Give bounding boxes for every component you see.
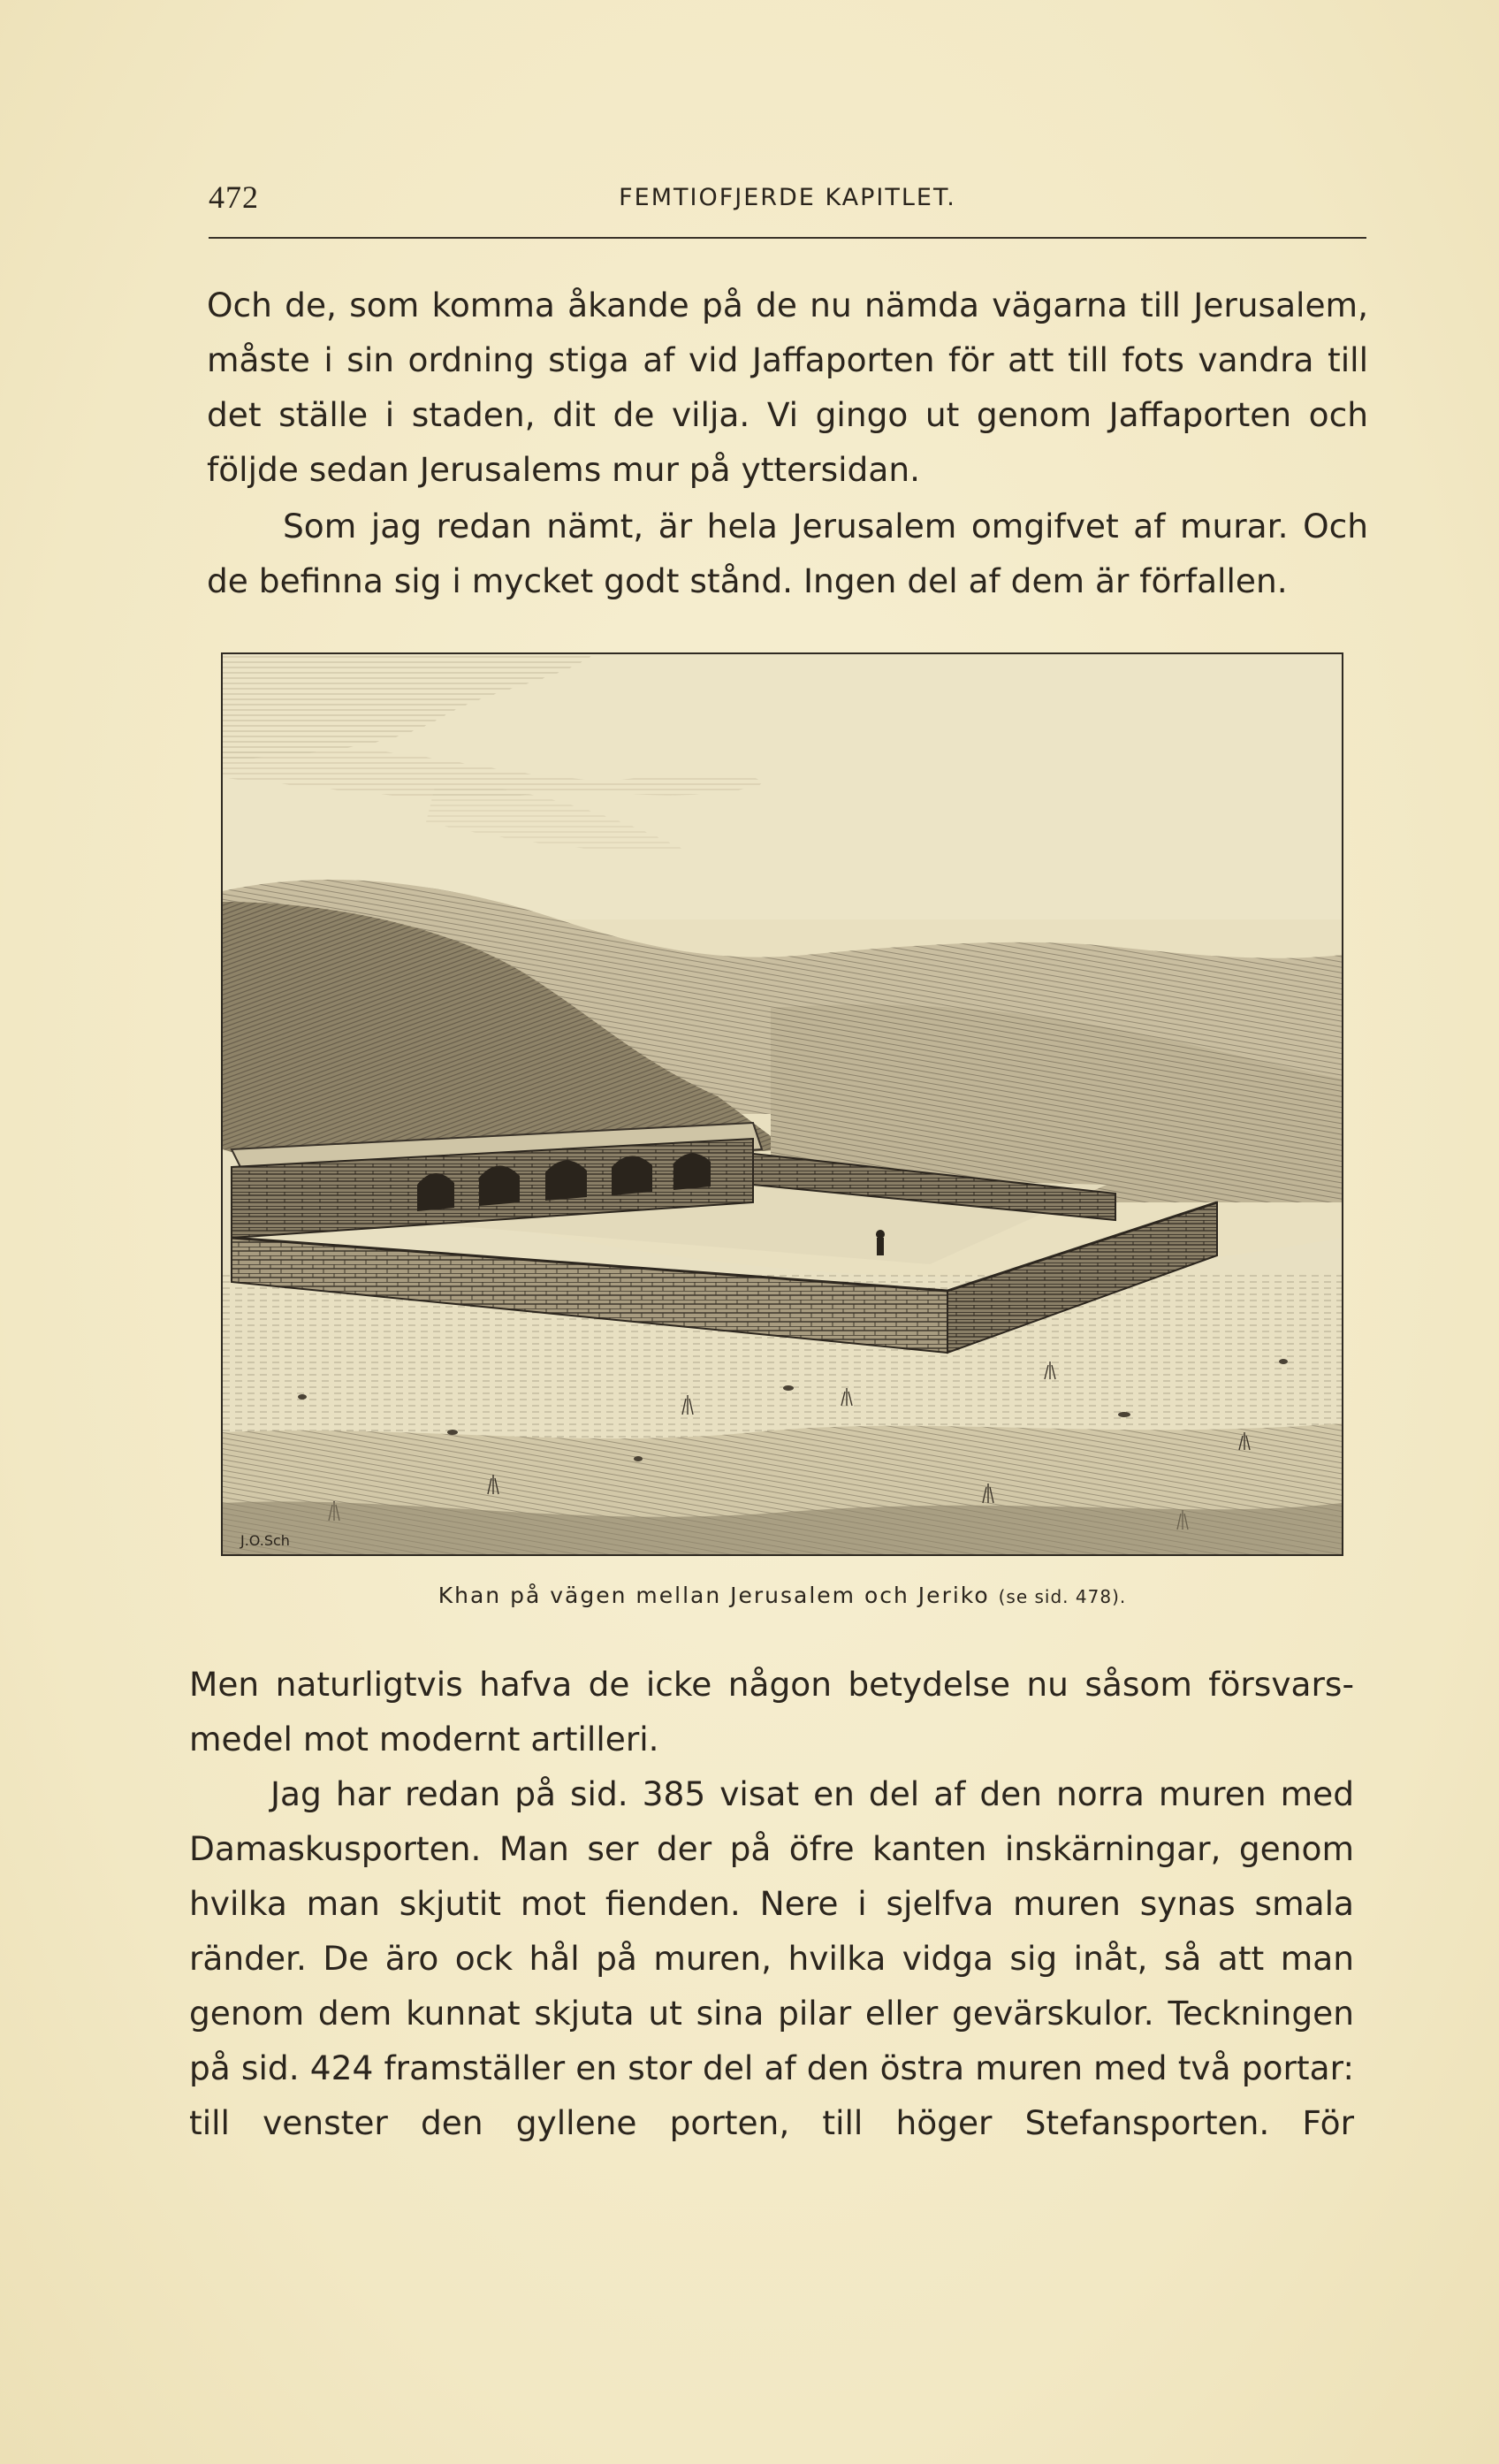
running-title: FEMTIOFJERDE KAPITLET. [619,184,956,211]
artist-signature: J.O.Sch [240,1532,290,1549]
paragraph-2: Som jag redan nämt, är hela Jerusalem omgifvet af murar. Och de befinna sig i mycket godt stånd. Ingen del af dem är förfallen. [207,507,1368,600]
page-number: 472 [209,179,259,215]
caption-text: Khan på vägen mellan Jerusalem och Jeriko [438,1583,999,1608]
khan-illustration [221,652,1343,1556]
figure-caption [221,1583,1343,1608]
paragraph-1: Och de, som komma åkande på de nu nämda vägarna till Jerusalem, måste i sin ordning stiga af vid Jaffaporten för att till fots vandra till det ställe i staden, dit de vilja. Vi gingo ut genom Jaffaporten och följde sedan Jerusalems mur på yttersidan. [207,286,1368,489]
page-header [209,179,1366,223]
paragraph-3: Men naturligtvis hafva de icke någon betydelse nu såsom försvars-medel mot modernt artilleri. [189,1665,1354,1758]
header-rule [209,237,1366,239]
caption-page-reference: (se sid. 478). [998,1586,1127,1607]
paragraph-4: Jag har redan på sid. 385 visat en del af den norra muren med Damaskusporten. Man ser der på öfre kanten inskärningar, genom hvilka man skjutit mot fienden. Nere i sjelfva muren synas smala ränder. De äro ock hål på muren, hvilka vidga sig inåt, så att man genom dem kunnat skjuta ut sina pilar eller gevärskulor. Teckningen på sid. 424 framställer en stor del af den östra muren med två portar: till venster den gyllene porten, till höger Stefansporten. För [189,1774,1354,2142]
